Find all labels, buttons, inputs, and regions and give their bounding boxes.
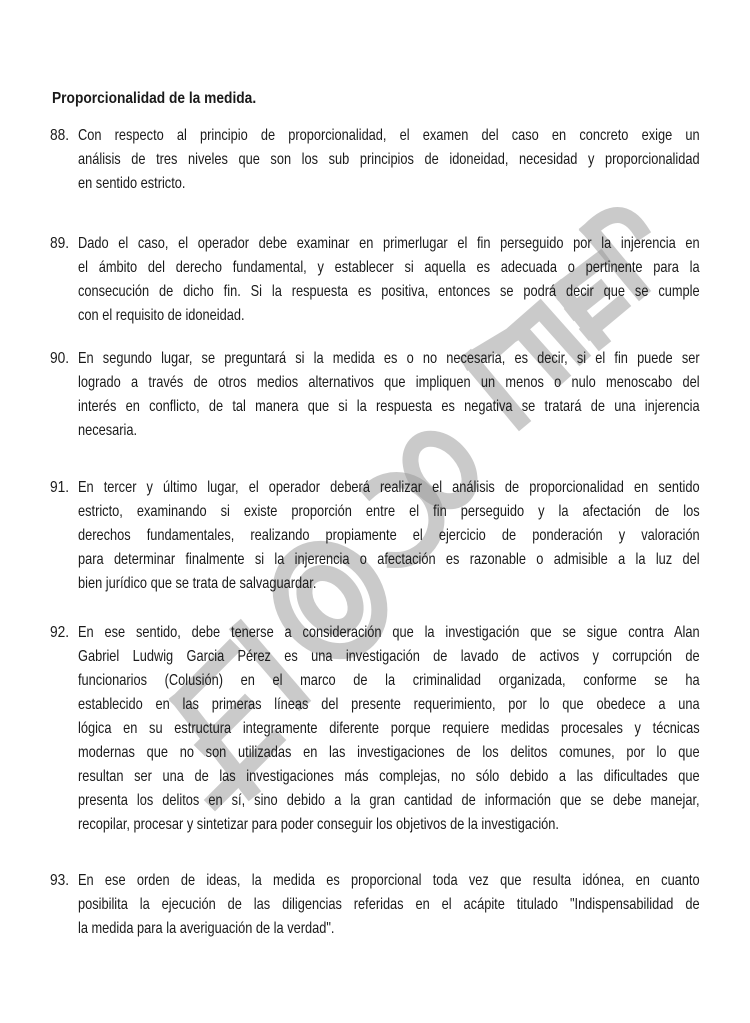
text-line: Con respecto al principio de proporcionalidad, el examen del caso en concreto exige un — [78, 127, 700, 144]
paragraph-body — [78, 347, 700, 443]
text-line: establecido en las primeras líneas del presente requerimiento, por lo que obedece a una — [78, 696, 700, 713]
paragraph-body — [78, 476, 700, 596]
text-line: recopilar, procesar y sintetizar para poder conseguir los objetivos de la investigación. — [78, 816, 559, 833]
text-line: modernas que no son utilizadas en las investigaciones de los delitos comunes, por lo que — [78, 744, 700, 761]
text-line: En ese sentido, debe tenerse a consideración que la investigación que se sigue contra Alan — [78, 624, 700, 641]
text-line: la medida para la averiguación de la verdad". — [78, 920, 335, 937]
text-line: bien jurídico que se trata de salvaguardar. — [78, 575, 317, 592]
paragraph-number: 90. — [50, 350, 70, 367]
text-line: en sentido estricto. — [78, 175, 186, 192]
paragraph-number: 88. — [50, 127, 70, 144]
text-line: resultan ser una de las investigaciones más complejas, no sólo debido a las dificultades que — [78, 768, 700, 785]
text-line: interés en conflicto, de tal manera que si la respuesta es negativa se tratará de una injerencia — [78, 398, 700, 415]
text-line: funcionarios (Colusión) en el marco de la criminalidad organizada, conforme se ha — [78, 672, 700, 689]
paragraph-body — [78, 621, 700, 837]
text-line: En tercer y último lugar, el operador deberá realizar el análisis de proporcionalidad en sentido — [78, 479, 700, 496]
text-line: logrado a través de otros medios alternativos que impliquen un menos o nulo menoscabo del — [78, 374, 700, 391]
paragraph-body — [78, 869, 700, 941]
paragraph-number: 92. — [50, 624, 70, 641]
paragraph-body — [78, 232, 700, 328]
text-line: lógica en su estructura integramente diferente porque requiere medidas procesales y técnicas — [78, 720, 700, 737]
paragraph-number: 91. — [50, 479, 70, 496]
text-line: para determinar finalmente si la injerencia o afectación es razonable o admisible a la luz del — [78, 551, 700, 568]
text-line: Dado el caso, el operador debe examinar en primerlugar el fin perseguido por la injerencia en — [78, 235, 700, 252]
text-line: posibilita la ejecución de las diligencias referidas en el acápite titulado "Indispensabilidad de — [78, 896, 700, 913]
paragraph-body — [78, 124, 700, 196]
text-line: derechos fundamentales, realizando propiamente el ejercicio de ponderación y valoración — [78, 527, 700, 544]
text-line: presenta los delitos en sí, sino debido a la gran cantidad de información que se debe manejar, — [78, 792, 700, 809]
paragraph-number: 89. — [50, 235, 70, 252]
text-line: necesaria. — [78, 422, 138, 439]
text-line: Gabriel Ludwig Garcia Pérez es una investigación de lavado de activos y corrupción de — [78, 648, 700, 665]
text-line: En segundo lugar, se preguntará si la medida es o no necesaria, es decir, si el fin puede ser — [78, 350, 700, 367]
text-line: En ese orden de ideas, la medida es proporcional toda vez que resulta idónea, en cuanto — [78, 872, 700, 889]
text-line: con el requisito de idoneidad. — [78, 307, 245, 324]
section-heading: Proporcionalidad de la medida. — [52, 90, 257, 107]
paragraph-number: 93. — [50, 872, 70, 889]
text-line: consecución de dicho fin. Si la respuesta es positiva, entonces se podrá decir que se cumple — [78, 283, 700, 300]
text-line: análisis de tres niveles que son los sub principios de idoneidad, necesidad y proporcionalidad — [78, 151, 700, 168]
text-line: estricto, examinando si existe proporción entre el fin perseguido y la afectación de los — [78, 503, 700, 520]
text-line: el ámbito del derecho fundamental, y establecer si aquella es adecuada o pertinente para la — [78, 259, 700, 276]
